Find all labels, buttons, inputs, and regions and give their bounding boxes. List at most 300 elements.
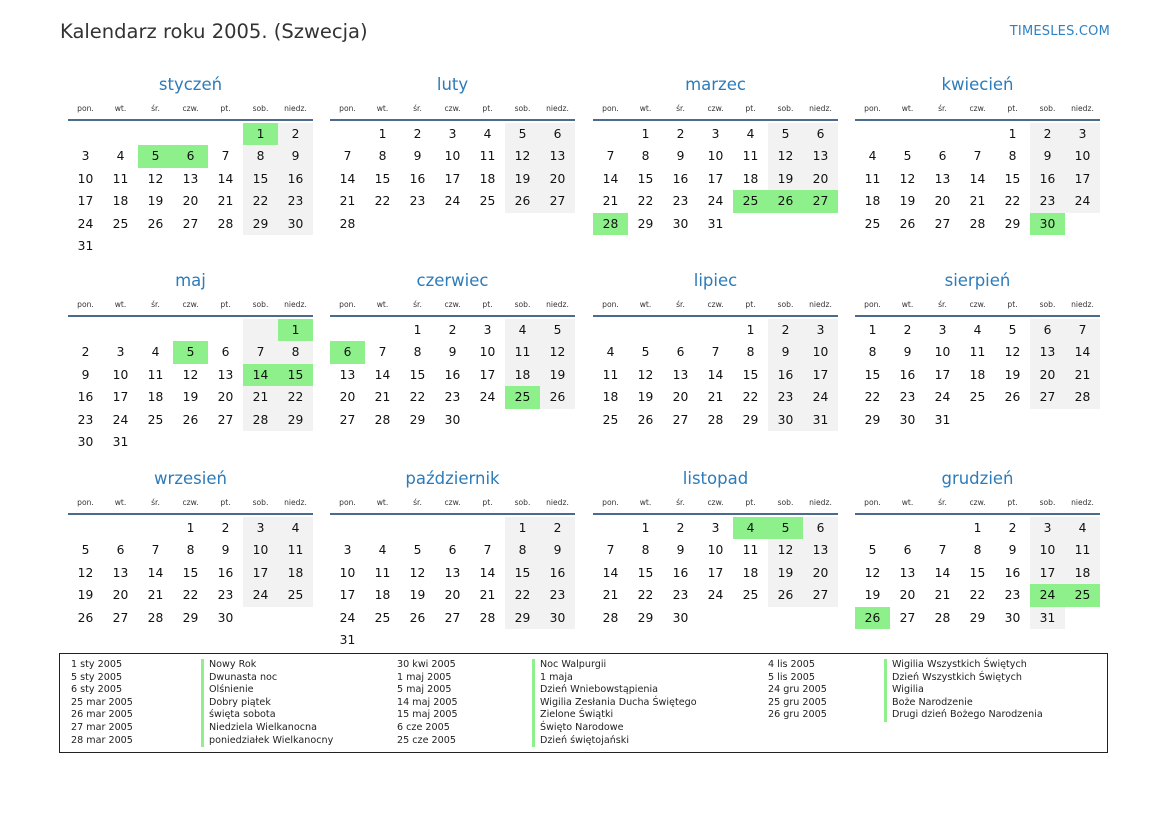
empty-cell (855, 517, 890, 539)
day-cell: 3 (483, 323, 492, 337)
weekday-label: wt. (114, 104, 127, 113)
weekday-label: pt. (220, 300, 231, 309)
day-cell: 11 (742, 149, 759, 164)
day-cell: 1 (1008, 127, 1017, 141)
holiday-name: Święto Narodowe (532, 722, 697, 735)
day-cell: 30 (77, 434, 94, 449)
day-grid (593, 319, 838, 431)
weekday-label: niedz. (809, 498, 832, 507)
empty-cell (68, 517, 103, 539)
holiday-date: 5 lis 2005 (768, 671, 815, 683)
empty-cell (925, 517, 960, 539)
weekday-label: niedz. (809, 104, 832, 113)
day-cell: 28 (602, 610, 619, 625)
weekday-label: wt. (376, 498, 389, 507)
day-cell: 29 (505, 607, 540, 629)
holiday-name: Noc Walpurgii (532, 659, 697, 672)
day-cell: 13 (540, 145, 575, 167)
day-cell: 25 (147, 412, 164, 427)
day-cell: 23 (540, 584, 575, 606)
day-cell: 21 (147, 588, 164, 603)
day-cell: 4 (151, 345, 160, 360)
empty-cell (138, 123, 173, 145)
day-cell: 11 (374, 565, 391, 580)
weekday-label: czw. (444, 300, 461, 309)
day-grid (855, 123, 1100, 235)
day-cell: 22 (637, 588, 654, 603)
holiday-name: poniedziałek Wielkanocny (201, 735, 333, 748)
day-cell: 30 (768, 409, 803, 431)
day-cell: 25 (602, 412, 619, 427)
empty-cell (1065, 213, 1100, 235)
day-cell: 14 (602, 171, 619, 186)
weekday-label: wt. (901, 498, 914, 507)
day-cell: 26 (409, 610, 426, 625)
weekday-label: pon. (864, 300, 881, 309)
weekday-label: śr. (151, 104, 160, 113)
day-cell: 14 (339, 171, 356, 186)
empty-cell (173, 431, 208, 453)
day-cell: 30 (217, 610, 234, 625)
weekday-header (593, 100, 838, 118)
day-cell: 2 (676, 127, 685, 141)
day-cell: 5 (768, 517, 803, 539)
weekday-label: czw. (707, 104, 724, 113)
weekday-label: pt. (1007, 104, 1018, 113)
empty-cell (173, 123, 208, 145)
month-block (855, 266, 1100, 431)
day-cell: 3 (803, 319, 838, 341)
day-cell: 26 (505, 190, 540, 212)
empty-cell (173, 319, 208, 341)
day-cell: 10 (707, 543, 724, 558)
day-cell: 29 (409, 412, 426, 427)
day-cell: 12 (768, 145, 803, 167)
day-grid (855, 319, 1100, 431)
header-divider (68, 315, 313, 317)
day-cell: 6 (1030, 319, 1065, 341)
day-cell: 15 (637, 565, 654, 580)
weekday-label: niedz. (1071, 300, 1094, 309)
month-name: listopad (682, 469, 749, 488)
day-cell: 8 (641, 149, 650, 164)
month-block (855, 464, 1100, 629)
weekday-label: wt. (639, 498, 652, 507)
day-cell: 1 (186, 521, 195, 535)
day-cell: 29 (637, 610, 654, 625)
holiday-list-box (59, 653, 1108, 753)
day-cell: 1 (641, 127, 650, 141)
holiday-names-column-3 (884, 659, 1043, 722)
day-cell: 17 (479, 367, 496, 382)
day-cell: 18 (112, 194, 129, 209)
day-cell: 22 (505, 584, 540, 606)
holiday-name: Dzień Wszystkich Świętych (884, 672, 1043, 685)
day-cell: 29 (864, 412, 881, 427)
brand-link[interactable]: TIMESLES.COM (1009, 24, 1110, 39)
day-cell: 5 (413, 543, 422, 558)
day-cell: 11 (969, 345, 986, 360)
day-cell: 20 (540, 168, 575, 190)
holiday-date: 5 maj 2005 (397, 684, 452, 696)
header-divider (330, 119, 575, 121)
day-cell: 10 (479, 345, 496, 360)
day-cell: 6 (116, 543, 125, 558)
day-cell: 4 (505, 319, 540, 341)
day-cell: 10 (243, 539, 278, 561)
day-cell: 13 (803, 539, 838, 561)
day-cell: 19 (540, 364, 575, 386)
weekday-label: wt. (901, 300, 914, 309)
day-cell: 5 (505, 123, 540, 145)
holiday-date: 27 mar 2005 (71, 721, 133, 733)
day-cell: 15 (409, 367, 426, 382)
weekday-label: pt. (1007, 300, 1018, 309)
weekday-label: wt. (639, 300, 652, 309)
header-divider (593, 315, 838, 317)
day-cell: 25 (112, 216, 129, 231)
empty-cell (138, 517, 173, 539)
day-cell: 20 (803, 562, 838, 584)
holiday-name: 1 maja (532, 672, 697, 685)
holiday-date: 24 gru 2005 (768, 684, 827, 696)
day-cell: 10 (444, 149, 461, 164)
day-grid (330, 517, 575, 651)
day-cell: 30 (278, 213, 313, 235)
weekday-label: czw. (969, 104, 986, 113)
weekday-label: pt. (482, 300, 493, 309)
day-cell: 6 (803, 123, 838, 145)
day-cell: 25 (505, 386, 540, 408)
day-cell: 24 (707, 588, 724, 603)
day-cell: 9 (413, 149, 422, 164)
day-cell: 15 (243, 168, 278, 190)
day-cell: 10 (803, 341, 838, 363)
day-cell: 8 (278, 341, 313, 363)
day-cell: 9 (676, 149, 685, 164)
holiday-name: Nowy Rok (201, 659, 333, 672)
day-grid (68, 319, 313, 453)
empty-cell (593, 123, 628, 145)
empty-cell (890, 123, 925, 145)
holiday-name: Dzień Wniebowstąpienia (532, 684, 697, 697)
empty-cell (68, 319, 103, 341)
weekday-label: śr. (413, 498, 422, 507)
day-cell: 18 (479, 171, 496, 186)
day-cell: 23 (77, 412, 94, 427)
day-cell: 2 (768, 319, 803, 341)
weekday-label: niedz. (284, 300, 307, 309)
day-cell: 22 (278, 386, 313, 408)
weekday-header (855, 100, 1100, 118)
day-cell: 6 (221, 345, 230, 360)
day-cell: 15 (742, 367, 759, 382)
day-cell: 27 (339, 412, 356, 427)
page-title: Kalendarz roku 2005. (Szwecja) (60, 20, 368, 43)
day-cell: 3 (711, 127, 720, 141)
day-cell: 8 (641, 543, 650, 558)
day-cell: 4 (746, 127, 755, 141)
weekday-label: niedz. (284, 104, 307, 113)
day-cell: 10 (1065, 145, 1100, 167)
day-cell: 3 (116, 345, 125, 360)
weekday-header (68, 494, 313, 512)
day-cell: 5 (768, 123, 803, 145)
weekday-label: czw. (969, 498, 986, 507)
day-cell: 9 (1030, 145, 1065, 167)
day-cell: 6 (173, 145, 208, 167)
month-name: styczeń (158, 75, 223, 94)
day-cell: 11 (505, 341, 540, 363)
day-cell: 17 (339, 588, 356, 603)
day-cell: 4 (378, 543, 387, 558)
day-cell: 10 (934, 345, 951, 360)
empty-cell (505, 409, 540, 431)
weekday-label: czw. (182, 104, 199, 113)
day-cell: 1 (378, 127, 387, 141)
day-cell: 20 (182, 194, 199, 209)
day-cell: 17 (934, 367, 951, 382)
day-cell: 4 (278, 517, 313, 539)
month-name: luty (436, 75, 469, 94)
day-cell: 24 (707, 194, 724, 209)
day-cell: 15 (505, 562, 540, 584)
empty-cell (138, 431, 173, 453)
day-cell: 18 (374, 588, 391, 603)
day-cell: 15 (1004, 171, 1021, 186)
holiday-name: Wigilia Wszystkich Świętych (884, 659, 1043, 672)
empty-cell (243, 235, 278, 257)
day-grid (593, 123, 838, 235)
empty-cell (663, 319, 698, 341)
day-cell: 16 (77, 390, 94, 405)
day-cell: 13 (672, 367, 689, 382)
holiday-names-column-1 (201, 659, 333, 747)
empty-cell (400, 629, 435, 651)
month-name: grudzień (941, 469, 1014, 488)
month-name: wrzesień (154, 469, 227, 488)
day-cell: 3 (448, 127, 457, 141)
empty-cell (1065, 409, 1100, 431)
month-block (68, 266, 313, 453)
day-cell: 23 (768, 386, 803, 408)
day-cell: 8 (1008, 149, 1017, 164)
day-cell: 20 (803, 168, 838, 190)
day-cell: 19 (409, 588, 426, 603)
weekday-label: pon. (339, 300, 356, 309)
day-cell: 26 (77, 610, 94, 625)
day-cell: 24 (803, 386, 838, 408)
day-cell: 1 (278, 319, 313, 341)
day-cell: 19 (899, 194, 916, 209)
day-cell: 28 (243, 409, 278, 431)
empty-cell (470, 629, 505, 651)
month-block (330, 266, 575, 431)
day-cell: 21 (479, 588, 496, 603)
empty-cell (593, 517, 628, 539)
day-cell: 31 (339, 632, 356, 647)
day-cell: 19 (637, 390, 654, 405)
day-cell: 27 (899, 610, 916, 625)
day-cell: 27 (803, 584, 838, 606)
day-cell: 14 (217, 171, 234, 186)
day-cell: 5 (1008, 323, 1017, 337)
day-cell: 3 (81, 149, 90, 164)
weekday-label: niedz. (546, 498, 569, 507)
day-cell: 11 (1065, 539, 1100, 561)
day-cell: 12 (768, 539, 803, 561)
month-name: marzec (685, 75, 746, 94)
day-cell: 31 (112, 434, 129, 449)
empty-cell (803, 213, 838, 235)
day-cell: 24 (1065, 190, 1100, 212)
day-cell: 30 (672, 610, 689, 625)
weekday-label: pon. (77, 104, 94, 113)
holiday-name: Boże Narodzenie (884, 697, 1043, 710)
day-cell: 23 (217, 588, 234, 603)
day-cell: 13 (182, 171, 199, 186)
day-cell: 20 (217, 390, 234, 405)
day-cell: 22 (1004, 194, 1021, 209)
day-cell: 10 (707, 149, 724, 164)
day-cell: 19 (147, 194, 164, 209)
weekday-label: wt. (114, 498, 127, 507)
empty-cell (768, 213, 803, 235)
day-cell: 30 (672, 216, 689, 231)
month-name: maj (175, 271, 206, 290)
day-cell: 9 (448, 345, 457, 360)
holiday-date: 15 maj 2005 (397, 709, 458, 721)
day-cell: 27 (540, 190, 575, 212)
day-cell: 28 (707, 412, 724, 427)
weekday-label: śr. (938, 104, 947, 113)
empty-cell (435, 213, 470, 235)
weekday-label: pon. (864, 104, 881, 113)
day-cell: 14 (1065, 341, 1100, 363)
day-cell: 21 (707, 390, 724, 405)
day-cell: 26 (768, 584, 803, 606)
day-cell: 27 (934, 216, 951, 231)
holiday-date: 6 cze 2005 (397, 721, 450, 733)
day-cell: 21 (374, 390, 391, 405)
empty-cell (208, 319, 243, 341)
weekday-label: śr. (676, 300, 685, 309)
day-cell: 29 (243, 213, 278, 235)
day-cell: 27 (803, 190, 838, 212)
empty-cell (365, 517, 400, 539)
day-cell: 21 (243, 386, 278, 408)
weekday-label: sob. (1039, 300, 1056, 309)
weekday-label: czw. (182, 300, 199, 309)
day-cell: 13 (112, 565, 129, 580)
day-cell: 27 (1030, 386, 1065, 408)
day-cell: 7 (483, 543, 492, 558)
day-cell: 25 (742, 588, 759, 603)
weekday-label: pon. (77, 498, 94, 507)
day-cell: 31 (934, 412, 951, 427)
day-cell: 3 (1030, 517, 1065, 539)
day-cell: 9 (1008, 543, 1017, 558)
day-cell: 28 (217, 216, 234, 231)
day-cell: 4 (606, 345, 615, 360)
day-cell: 4 (733, 517, 768, 539)
day-cell: 26 (1004, 390, 1021, 405)
day-cell: 9 (81, 367, 90, 382)
day-cell: 28 (374, 412, 391, 427)
day-cell: 6 (938, 149, 947, 164)
weekday-label: czw. (707, 498, 724, 507)
weekday-label: wt. (376, 104, 389, 113)
month-name: lipiec (693, 271, 738, 290)
holiday-date: 6 sty 2005 (71, 684, 123, 696)
day-cell: 23 (899, 390, 916, 405)
holiday-name: Drugi dzień Bożego Narodzenia (884, 709, 1043, 722)
month-block (593, 464, 838, 629)
day-cell: 27 (672, 412, 689, 427)
day-cell: 16 (768, 364, 803, 386)
holiday-date: 25 gru 2005 (768, 696, 827, 708)
day-cell: 20 (672, 390, 689, 405)
empty-cell (330, 517, 365, 539)
day-cell: 7 (378, 345, 387, 360)
weekday-label: pt. (482, 104, 493, 113)
empty-cell (278, 235, 313, 257)
day-cell: 12 (637, 367, 654, 382)
holiday-name: Dwunasta noc (201, 672, 333, 685)
month-block (593, 266, 838, 431)
header-divider (855, 513, 1100, 515)
day-cell: 24 (1030, 584, 1065, 606)
empty-cell (540, 409, 575, 431)
weekday-label: śr. (676, 498, 685, 507)
day-cell: 10 (77, 171, 94, 186)
day-cell: 2 (221, 521, 230, 535)
weekday-label: sob. (252, 498, 269, 507)
weekday-label: śr. (676, 104, 685, 113)
day-cell: 12 (147, 171, 164, 186)
weekday-label: pt. (745, 498, 756, 507)
holiday-name: Wigilia Zesłania Ducha Świętego (532, 697, 697, 710)
day-cell: 28 (339, 216, 356, 231)
empty-cell (960, 409, 995, 431)
month-name: czerwiec (416, 271, 489, 290)
empty-cell (960, 123, 995, 145)
day-cell: 19 (505, 168, 540, 190)
day-cell: 17 (243, 562, 278, 584)
day-cell: 17 (77, 194, 94, 209)
weekday-label: wt. (901, 104, 914, 113)
day-cell: 30 (899, 412, 916, 427)
day-cell: 7 (1065, 319, 1100, 341)
day-cell: 14 (969, 171, 986, 186)
weekday-label: czw. (444, 498, 461, 507)
weekday-header (593, 296, 838, 314)
day-cell: 29 (742, 412, 759, 427)
day-cell: 25 (1065, 584, 1100, 606)
day-cell: 14 (934, 565, 951, 580)
day-cell: 8 (868, 345, 877, 360)
day-cell: 5 (138, 145, 173, 167)
day-cell: 3 (343, 543, 352, 558)
weekday-label: niedz. (284, 498, 307, 507)
weekday-label: pt. (745, 104, 756, 113)
day-cell: 16 (278, 168, 313, 190)
day-cell: 3 (1065, 123, 1100, 145)
day-cell: 25 (733, 190, 768, 212)
day-cell: 11 (602, 367, 619, 382)
day-cell: 19 (768, 562, 803, 584)
day-cell: 15 (374, 171, 391, 186)
